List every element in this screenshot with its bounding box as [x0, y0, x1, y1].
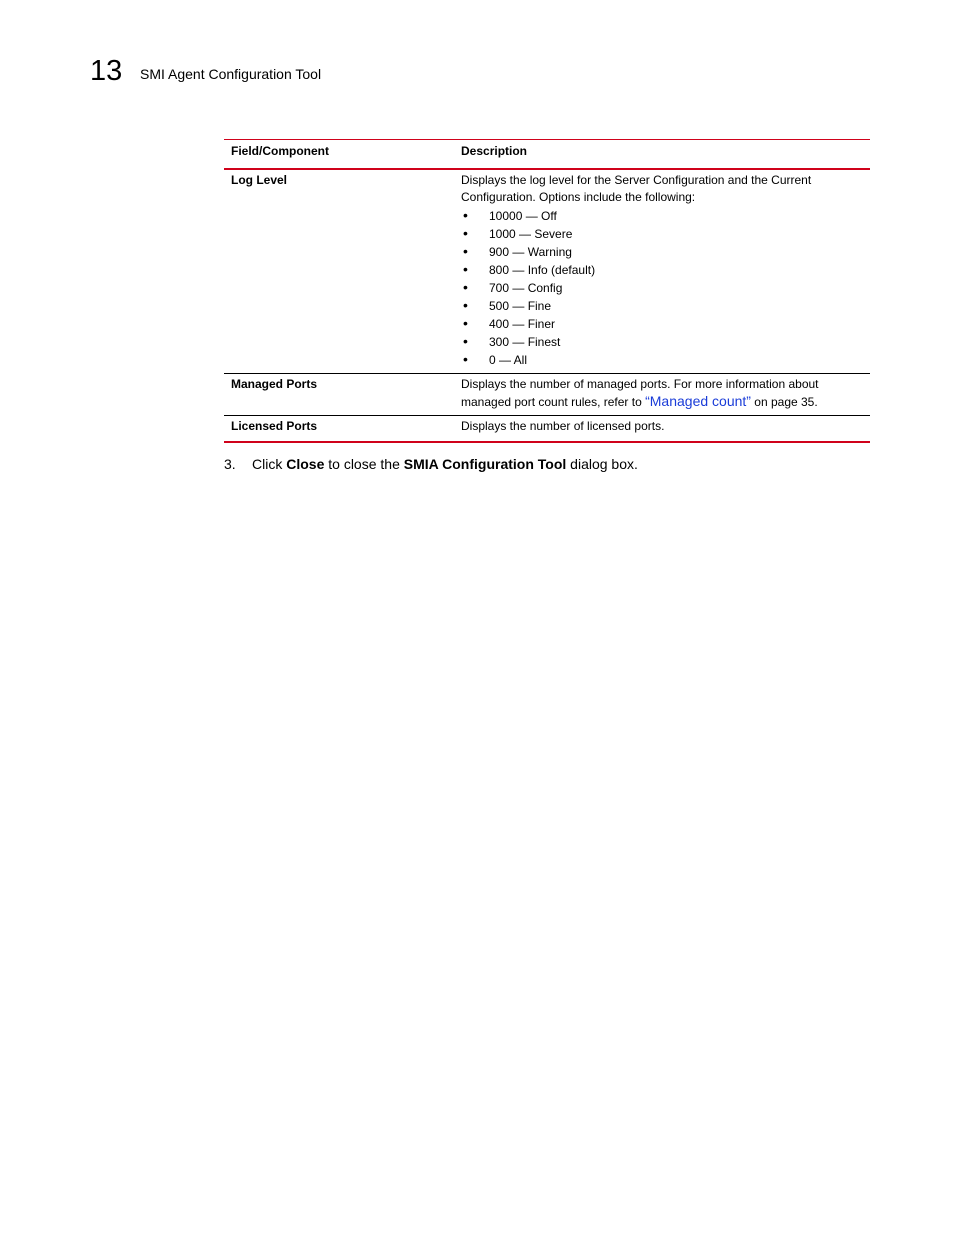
bullet-icon: • [463, 297, 468, 313]
procedure-step: 3. Click Close to close the SMIA Configuration Tool dialog box. [224, 456, 638, 472]
field-name: Managed Ports [231, 377, 318, 391]
column-header-description: Description [461, 144, 528, 158]
field-description-table [224, 139, 870, 443]
field-name: Log Level [231, 173, 288, 187]
table-row [224, 170, 870, 374]
bullet-icon: • [463, 243, 468, 259]
list-item: • 1000 — Severe [463, 225, 573, 241]
list-item: • 0 — All [463, 351, 528, 367]
table-header-row [224, 139, 870, 170]
field-description [461, 172, 848, 369]
list-item: • 700 — Config [463, 279, 563, 295]
dialog-name: SMIA Configuration Tool [403, 456, 567, 472]
list-item: • 300 — Finest [463, 333, 561, 349]
bullet-icon: • [463, 225, 468, 241]
list-item: • 400 — Finer [463, 315, 556, 331]
list-item: • 900 — Warning [463, 243, 572, 259]
bullet-icon: • [463, 315, 468, 331]
chapter-title: SMI Agent Configuration Tool [140, 66, 322, 82]
field-description: Displays the number of managed ports. For more information about managed port count rules, refer to “Managed count” on page 35. [461, 377, 819, 409]
field-name: Licensed Ports [231, 419, 318, 433]
step-number: 3. [224, 456, 236, 472]
chapter-number: 13 [90, 55, 123, 87]
list-item: • 800 — Info (default) [463, 261, 596, 277]
description-text: Displays the log level for the Server Configuration and the Current Configuration. Options include the following: [461, 173, 812, 204]
column-header-field: Field/Component [231, 144, 329, 158]
bullet-icon: • [463, 333, 468, 349]
managed-count-link[interactable]: “Managed count” [645, 393, 751, 409]
table-row [224, 374, 870, 416]
list-item: • 10000 — Off [463, 207, 557, 223]
table-row [224, 416, 870, 443]
close-button-reference: Close [286, 456, 325, 472]
bullet-icon: • [463, 207, 468, 223]
bullet-icon: • [463, 261, 468, 277]
list-item: • 500 — Fine [463, 297, 552, 313]
log-level-options-list [461, 207, 848, 369]
field-description: Displays the number of licensed ports. [461, 419, 665, 433]
bullet-icon: • [463, 351, 468, 367]
bullet-icon: • [463, 279, 468, 295]
